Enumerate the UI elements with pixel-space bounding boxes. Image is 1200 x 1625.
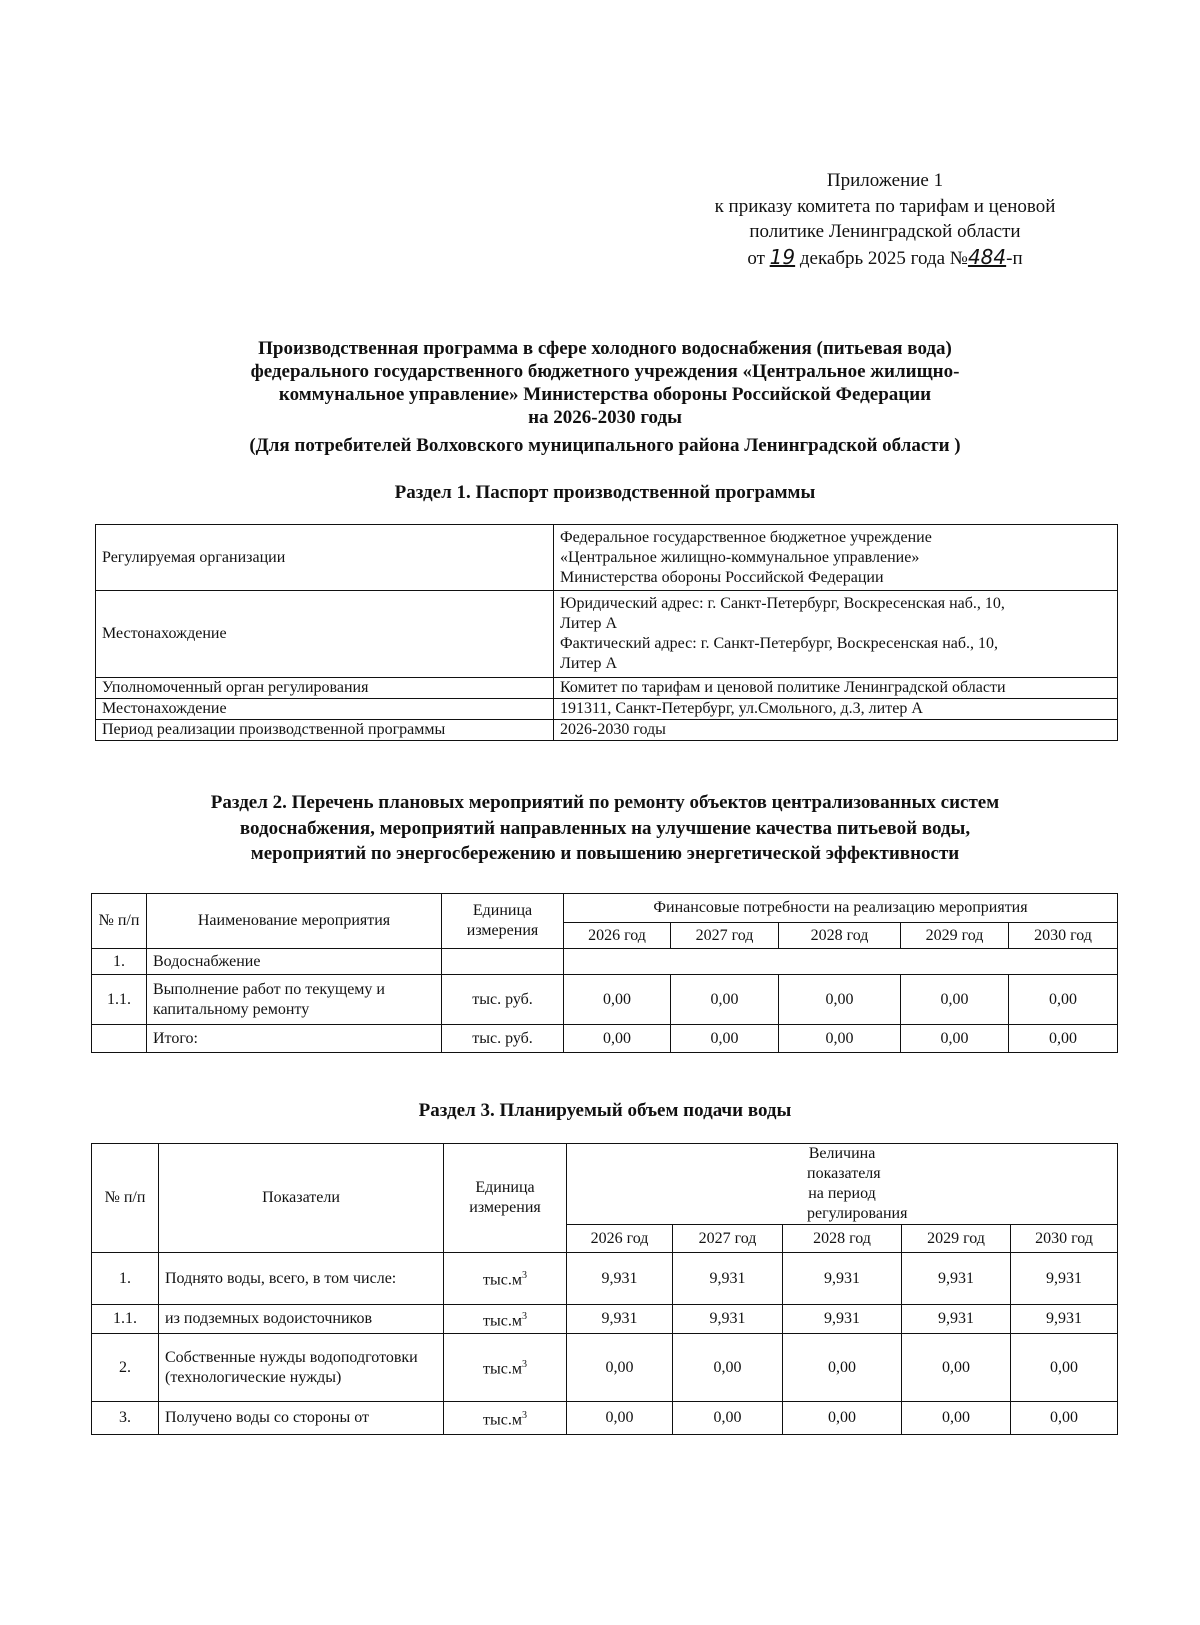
value-line: Юридический адрес: г. Санкт-Петербург, Воскресенская наб., 10,	[560, 595, 1005, 612]
value-line: «Центральное жилищно-коммунальное управление»	[560, 548, 920, 566]
row-value: 0,00	[564, 975, 671, 1025]
value-line: Министерства обороны Российской Федерации	[560, 568, 884, 586]
appendix-header	[640, 168, 1130, 271]
row-value: 9,931	[1011, 1253, 1118, 1305]
col-num: № п/п	[92, 894, 147, 949]
row-unit	[444, 1402, 567, 1435]
row-value: 9,931	[1011, 1305, 1118, 1334]
row-name: Водоснабжение	[147, 949, 442, 975]
row-unit	[444, 1305, 567, 1334]
col-unit: Единица измерения	[444, 1144, 567, 1253]
row-unit	[444, 1334, 567, 1402]
value-line: Литер А	[560, 655, 618, 672]
row-value: 9,931	[567, 1305, 673, 1334]
row-value: 9,931	[567, 1253, 673, 1305]
table-row	[96, 525, 1118, 591]
row-name: Собственные нужды водоподготовки (технологические нужды)	[159, 1334, 444, 1402]
section3-heading: Раздел 3. Планируемый объем подачи воды	[418, 1100, 792, 1121]
table-row	[96, 591, 1118, 678]
appendix-date-line	[640, 245, 1130, 272]
unit-label: тыс.м	[483, 1360, 522, 1378]
row-value: 0,00	[567, 1402, 673, 1435]
row-value: 0,00	[567, 1334, 673, 1402]
year-header: 2030 год	[1011, 1225, 1118, 1253]
row-name: Итого:	[147, 1025, 442, 1053]
row-unit: тыс. руб.	[442, 1025, 564, 1053]
year-header: 2027 год	[671, 923, 779, 949]
year-header: 2026 год	[564, 923, 671, 949]
row-value: 0,00	[673, 1334, 783, 1402]
total-row	[92, 1025, 1118, 1053]
unit-label: тыс.м	[483, 1411, 522, 1429]
row-num: 3.	[92, 1402, 159, 1435]
row-value: 9,931	[902, 1253, 1011, 1305]
unit-label: тыс.м	[483, 1271, 522, 1289]
row-num: 1.1.	[92, 1305, 159, 1334]
value-line: Литер А	[560, 615, 618, 632]
row-value: 0,00	[671, 975, 779, 1025]
row-value: 9,931	[673, 1253, 783, 1305]
row-value: 0,00	[1011, 1402, 1118, 1435]
row-name: из подземных водоисточников	[159, 1305, 444, 1334]
col-value: Величина показателя на период регулирования	[567, 1144, 1118, 1225]
row-value: 0,00	[779, 975, 901, 1025]
row-value	[554, 525, 1118, 591]
col-name: Показатели	[159, 1144, 444, 1253]
table-row	[92, 1253, 1118, 1305]
value-line: Фактический адрес: г. Санкт-Петербург, Воскресенская наб., 10,	[560, 635, 999, 652]
heading-line: мероприятий по энергосбережению и повышению энергетической эффективности	[250, 843, 960, 864]
title-line: Производственная программа в сфере холодного водоснабжения (питьевая вода)	[258, 338, 952, 359]
row-value: 9,931	[902, 1305, 1011, 1334]
handwritten-day: 19	[769, 244, 796, 269]
row-label: Местонахождение	[96, 699, 554, 720]
measures-table	[91, 893, 1118, 1053]
year-header: 2028 год	[779, 923, 901, 949]
row-num: 1.1.	[92, 975, 147, 1025]
row-name: Получено воды со стороны от	[159, 1402, 444, 1435]
table-row	[92, 949, 1118, 975]
row-value: 191311, Санкт-Петербург, ул.Смольного, д.3, литер А	[554, 699, 1118, 720]
appendix-order-line: к приказу комитета по тарифам и ценовой	[714, 195, 1056, 217]
col-financial: Финансовые потребности на реализацию мероприятия	[564, 894, 1118, 923]
row-value: 0,00	[1011, 1334, 1118, 1402]
year-header: 2030 год	[1009, 923, 1118, 949]
row-value: 0,00	[564, 1025, 671, 1053]
row-value: 9,931	[783, 1305, 902, 1334]
number-suffix: -п	[1006, 247, 1023, 269]
handwritten-number: 484	[967, 244, 1007, 269]
table-row	[92, 1334, 1118, 1402]
col-num: № п/п	[92, 1144, 159, 1253]
table-row	[96, 720, 1118, 741]
water-supply-table	[91, 1143, 1118, 1435]
row-value: 0,00	[671, 1025, 779, 1053]
row-value: 0,00	[1009, 975, 1118, 1025]
row-value: 0,00	[783, 1334, 902, 1402]
row-empty	[564, 949, 1118, 975]
row-value: 0,00	[673, 1402, 783, 1435]
row-unit	[444, 1253, 567, 1305]
row-name: Поднято воды, всего, в том числе:	[159, 1253, 444, 1305]
unit-sup: 3	[521, 1409, 527, 1421]
row-value: 0,00	[902, 1334, 1011, 1402]
unit-sup: 3	[521, 1359, 527, 1371]
row-value: 0,00	[779, 1025, 901, 1053]
heading-line: Раздел 2. Перечень плановых мероприятий по ремонту объектов централизованных систем	[210, 792, 1000, 813]
title-line: на 2026-2030 годы	[528, 407, 682, 428]
year-header: 2026 год	[567, 1225, 673, 1253]
title-line: коммунальное управление» Министерства обороны Российской Федерации	[278, 384, 932, 405]
row-value: 2026-2030 годы	[554, 720, 1118, 741]
row-num: 2.	[92, 1334, 159, 1402]
col-unit: Единица измерения	[442, 894, 564, 949]
row-num: 1.	[92, 949, 147, 975]
row-value: 9,931	[673, 1305, 783, 1334]
row-label: Период реализации производственной программы	[96, 720, 554, 741]
header-row	[92, 894, 1118, 923]
unit-sup: 3	[521, 1310, 527, 1322]
row-value: Комитет по тарифам и ценовой политике Ленинградской области	[554, 678, 1118, 699]
year-header: 2028 год	[783, 1225, 902, 1253]
unit-sup: 3	[521, 1270, 527, 1282]
heading-line: водоснабжения, мероприятий направленных на улучшение качества питьевой воды,	[239, 817, 971, 839]
table-row	[92, 1305, 1118, 1334]
title-subline: (Для потребителей Волховского муниципального района Ленинградской области )	[249, 435, 961, 456]
row-value: 0,00	[783, 1402, 902, 1435]
row-label: Уполномоченный орган регулирования	[96, 678, 554, 699]
value-line: Федеральное государственное бюджетное учреждение	[560, 528, 932, 546]
title-line: федерального государственного бюджетного учреждения «Центральное жилищно-	[250, 361, 960, 382]
row-value: 9,931	[783, 1253, 902, 1305]
date-prefix: от	[747, 247, 765, 269]
header-row	[92, 1144, 1118, 1225]
col-name: Наименование мероприятия	[147, 894, 442, 949]
appendix-committee-line: политике Ленинградской области	[749, 221, 1021, 242]
row-value: 0,00	[1009, 1025, 1118, 1053]
document-title	[100, 337, 1110, 457]
year-header: 2029 год	[902, 1225, 1011, 1253]
row-num	[92, 1025, 147, 1053]
appendix-title: Приложение 1	[826, 170, 944, 191]
year-header: 2027 год	[673, 1225, 783, 1253]
passport-table	[95, 524, 1118, 741]
row-num: 1.	[92, 1253, 159, 1305]
row-name: Выполнение работ по текущему и капитальному ремонту	[147, 975, 442, 1025]
table-row	[96, 678, 1118, 699]
date-middle: декабрь 2025 года №	[799, 247, 968, 269]
row-value: 0,00	[902, 1402, 1011, 1435]
section1-heading: Раздел 1. Паспорт производственной программы	[394, 482, 816, 503]
row-value: 0,00	[901, 1025, 1009, 1053]
table-row	[96, 699, 1118, 720]
table-row	[92, 975, 1118, 1025]
year-header: 2029 год	[901, 923, 1009, 949]
row-label: Регулируемая организации	[96, 525, 554, 591]
row-value: 0,00	[901, 975, 1009, 1025]
row-unit: тыс. руб.	[442, 975, 564, 1025]
section2-heading	[60, 790, 1150, 867]
unit-label: тыс.м	[483, 1312, 522, 1330]
table-row	[92, 1402, 1118, 1435]
row-unit	[442, 949, 564, 975]
row-label: Местонахождение	[96, 591, 554, 678]
row-value	[554, 591, 1118, 678]
